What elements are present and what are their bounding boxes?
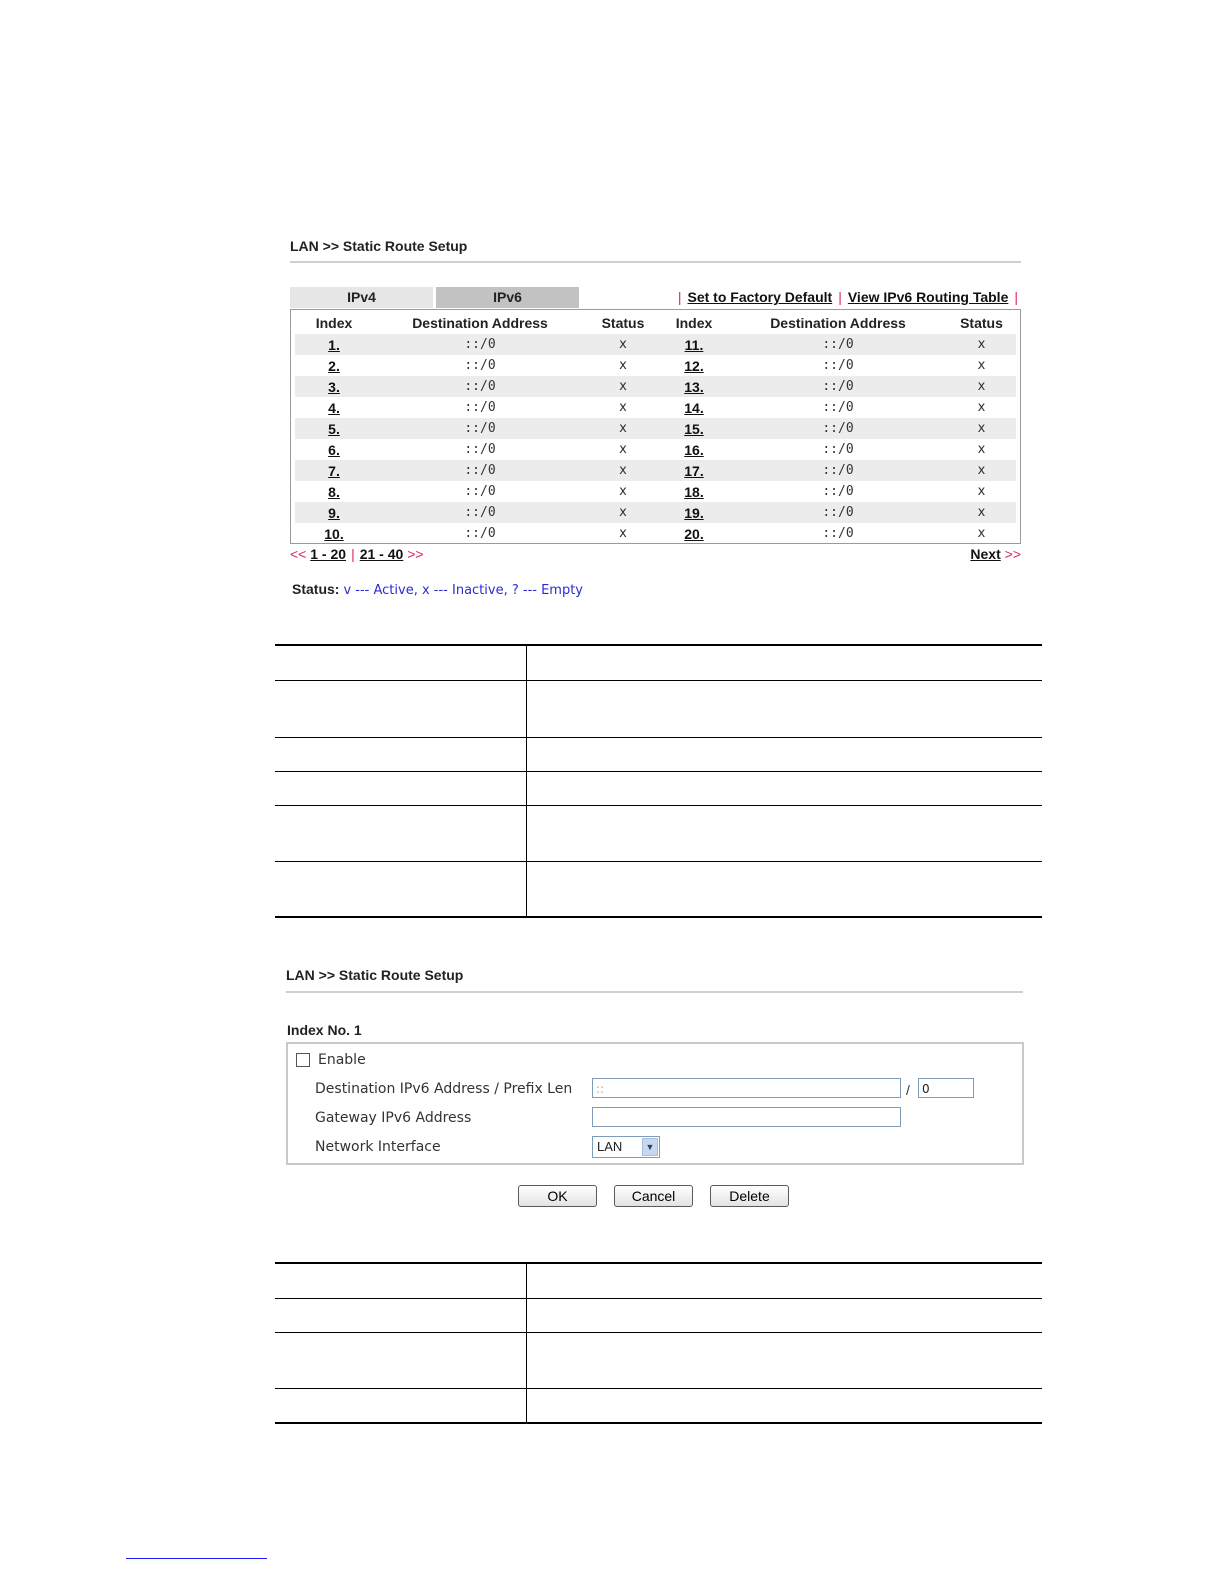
footnote-divider (126, 1558, 267, 1559)
index-cell (295, 397, 373, 418)
destination-cell: ::/0 (729, 334, 947, 355)
table-row (295, 334, 1016, 355)
tab-ipv6[interactable]: IPv6 (436, 287, 579, 308)
status-cell: x (587, 502, 659, 523)
status-cell: x (619, 526, 627, 541)
status-cell: x (619, 400, 627, 415)
table-row (275, 737, 1042, 771)
factory-default-link[interactable]: Set to Factory Default (687, 289, 833, 305)
table-row (275, 1332, 1042, 1388)
destination-cell: ::/0 (822, 400, 854, 415)
status-cell: x (587, 418, 659, 439)
route-index-link[interactable]: 14. (684, 399, 704, 416)
destination-cell: ::/0 (464, 358, 496, 373)
destination-cell: ::/0 (822, 442, 854, 457)
column-header: Destination Address (770, 315, 906, 331)
status-cell: x (587, 376, 659, 397)
destination-ipv6-input[interactable]: :: (592, 1078, 901, 1098)
table-row (275, 680, 1042, 737)
next-page-link[interactable]: Next (970, 546, 1001, 562)
table-row (295, 502, 1016, 523)
table-row (275, 645, 1042, 680)
table-row (295, 397, 1016, 418)
status-cell: x (947, 334, 1016, 355)
status-legend-text: v --- Active, x --- Inactive, ? --- Empty (343, 583, 584, 598)
destination-cell: ::/0 (822, 484, 854, 499)
route-index-link[interactable]: 18. (684, 483, 704, 500)
column-header: Status (601, 315, 645, 331)
route-index-link[interactable]: 11. (684, 336, 704, 353)
table-row (295, 418, 1016, 439)
column-header: Index (675, 315, 713, 331)
page-title: LAN >> Static Route Setup (290, 238, 468, 254)
index-cell (295, 460, 373, 481)
status-cell: x (977, 358, 986, 373)
page-range-2-link[interactable]: 21 - 40 (359, 546, 404, 562)
route-index-link[interactable]: 6. (328, 441, 340, 458)
destination-cell: ::/0 (729, 418, 947, 439)
next-page-arrow: >> (1004, 546, 1021, 562)
index-number-label: Index No. 1 (287, 1022, 362, 1038)
index-cell (659, 460, 729, 481)
route-index-link[interactable]: 3. (328, 378, 340, 395)
tab-bar (290, 287, 1021, 308)
gateway-ipv6-input[interactable] (592, 1107, 901, 1127)
route-index-link[interactable]: 9. (328, 504, 340, 521)
index-cell (295, 523, 373, 544)
index-cell (659, 355, 729, 376)
route-index-link[interactable]: 1. (328, 336, 340, 353)
table-row (295, 481, 1016, 502)
table-row (295, 460, 1016, 481)
status-cell: x (947, 418, 1016, 439)
index-cell (295, 481, 373, 502)
route-index-link[interactable]: 10. (324, 525, 344, 542)
table-row (275, 1263, 1042, 1298)
title-divider (286, 991, 1023, 993)
pager-separator: | (351, 546, 355, 562)
route-index-link[interactable]: 4. (328, 399, 340, 416)
route-index-link[interactable]: 8. (328, 483, 340, 500)
destination-cell: ::/0 (373, 376, 587, 397)
status-cell: x (947, 502, 1016, 523)
table-row (275, 1298, 1042, 1332)
destination-cell: ::/0 (373, 460, 587, 481)
destination-cell: ::/0 (373, 334, 587, 355)
index-cell (295, 439, 373, 460)
destination-cell: ::/0 (373, 418, 587, 439)
route-index-link[interactable]: 2. (328, 357, 340, 374)
destination-cell: ::/0 (729, 502, 947, 523)
route-index-link[interactable]: 15. (684, 420, 704, 437)
network-interface-select[interactable] (592, 1136, 660, 1158)
index-cell (659, 334, 729, 355)
destination-cell: ::/0 (464, 442, 496, 457)
link-separator: | (677, 289, 682, 305)
tab-ipv4[interactable]: IPv4 (290, 287, 433, 308)
route-index-link[interactable]: 12. (684, 357, 704, 374)
view-routing-table-link[interactable]: View IPv6 Routing Table (847, 289, 1009, 305)
tab-links (672, 287, 1018, 308)
page-range-1-link[interactable]: 1 - 20 (310, 546, 347, 562)
status-cell: x (977, 400, 986, 415)
index-cell (659, 523, 729, 544)
table-row (275, 861, 1042, 917)
network-interface-label: Network Interface (315, 1139, 441, 1155)
status-cell: x (977, 484, 986, 499)
status-legend-label: Status: (292, 581, 340, 597)
index-cell (295, 334, 373, 355)
delete-button[interactable]: Delete (710, 1185, 789, 1207)
network-interface-value: LAN (597, 1139, 623, 1154)
status-cell: x (977, 526, 986, 541)
status-cell: x (619, 358, 627, 373)
status-legend (292, 581, 583, 598)
destination-cell: ::/0 (464, 526, 496, 541)
index-cell (659, 418, 729, 439)
enable-checkbox[interactable] (296, 1053, 310, 1067)
destination-label: Destination IPv6 Address / Prefix Len (315, 1081, 573, 1097)
table-row (295, 355, 1016, 376)
prefix-slash: / (906, 1082, 910, 1098)
table-row (275, 771, 1042, 805)
route-index-link[interactable]: 16. (684, 441, 704, 458)
index-cell (295, 376, 373, 397)
column-header: Status (960, 315, 1003, 331)
destination-cell: ::/0 (729, 376, 947, 397)
route-index-link[interactable]: 7. (328, 462, 340, 479)
status-cell: x (977, 442, 986, 457)
table-row (295, 439, 1016, 460)
route-index-link[interactable]: 19. (684, 504, 704, 521)
title-divider (290, 261, 1021, 263)
status-cell: x (587, 334, 659, 355)
route-form (286, 1042, 1024, 1165)
destination-cell: ::/0 (464, 400, 496, 415)
destination-cell: ::/0 (729, 460, 947, 481)
table-row (295, 376, 1016, 397)
gateway-label: Gateway IPv6 Address (315, 1110, 472, 1126)
route-table-box (290, 309, 1021, 544)
destination-cell: ::/0 (822, 526, 854, 541)
route-table (295, 312, 1016, 544)
index-cell (659, 397, 729, 418)
index-cell (659, 502, 729, 523)
destination-cell: ::/0 (373, 502, 587, 523)
destination-cell: ::/0 (464, 484, 496, 499)
next-arrow: >> (407, 546, 424, 562)
route-index-link[interactable]: 5. (328, 420, 340, 437)
next-page (970, 546, 1021, 562)
index-cell (659, 481, 729, 502)
prev-arrow: << (290, 546, 307, 562)
description-table-1 (275, 644, 1042, 918)
status-cell: x (587, 460, 659, 481)
table-row (295, 523, 1016, 544)
index-cell (295, 418, 373, 439)
link-separator: | (838, 289, 842, 305)
status-cell: x (947, 376, 1016, 397)
status-cell: x (619, 484, 627, 499)
pagination (290, 546, 1021, 564)
link-separator: | (1014, 289, 1018, 305)
chevron-down-icon: ▼ (642, 1138, 658, 1156)
table-header-row (295, 312, 1016, 334)
enable-label: Enable (318, 1052, 366, 1068)
status-cell: x (947, 460, 1016, 481)
cancel-button[interactable]: Cancel (614, 1185, 693, 1207)
page-title: LAN >> Static Route Setup (286, 967, 464, 983)
route-index-link[interactable]: 13. (684, 378, 704, 395)
destination-cell: ::/0 (822, 358, 854, 373)
route-index-link[interactable]: 17. (684, 462, 704, 479)
table-row (275, 805, 1042, 861)
table-row (275, 1388, 1042, 1423)
column-header: Destination Address (412, 315, 548, 331)
column-header: Index (315, 315, 353, 331)
index-cell (295, 355, 373, 376)
route-index-link[interactable]: 20. (684, 525, 704, 542)
index-cell (659, 376, 729, 397)
index-cell (295, 502, 373, 523)
index-cell (659, 439, 729, 460)
prefix-length-input[interactable]: 0 (918, 1078, 974, 1098)
ok-button[interactable]: OK (518, 1185, 597, 1207)
status-cell: x (619, 442, 627, 457)
description-table-2 (275, 1262, 1042, 1424)
